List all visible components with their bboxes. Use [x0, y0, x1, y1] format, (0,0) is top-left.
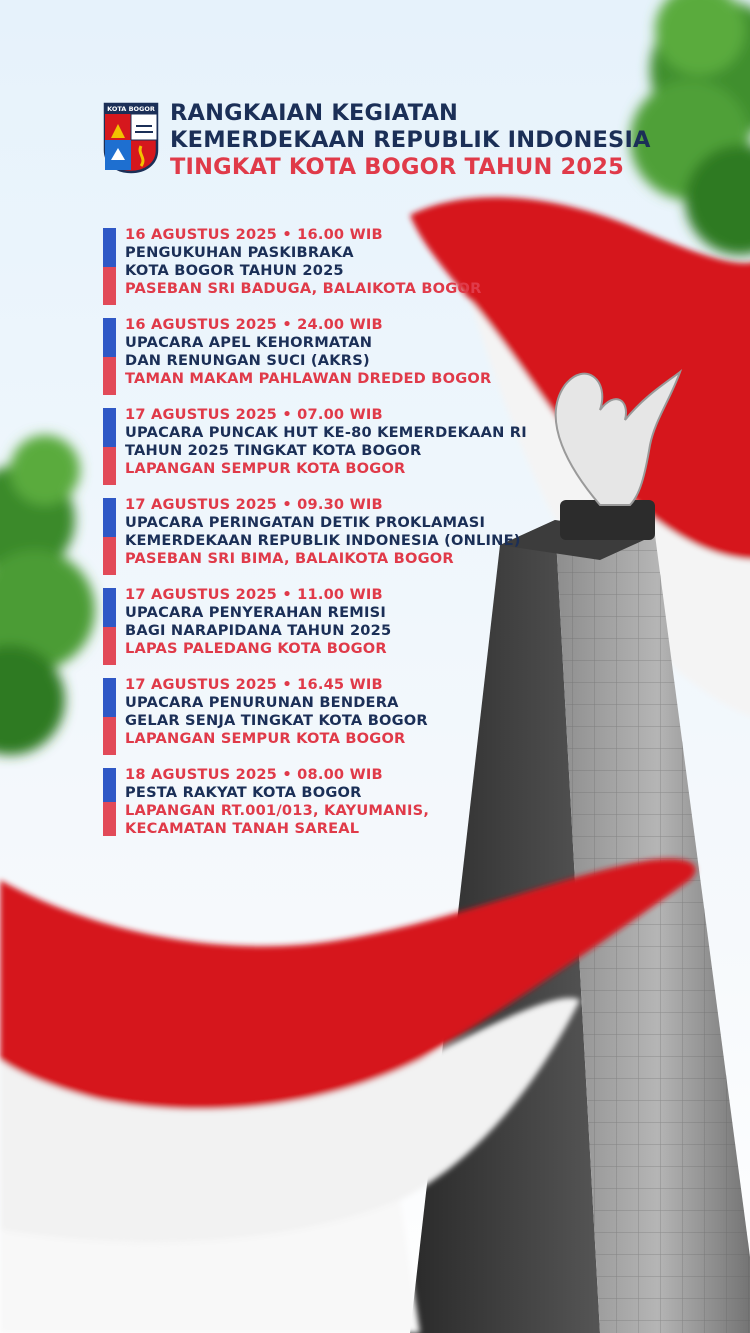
event-location: PASEBAN SRI BADUGA, BALAIKOTA BOGOR — [125, 280, 482, 297]
event-title-line: PESTA RAKYAT KOTA BOGOR — [125, 784, 362, 801]
header-title — [170, 100, 730, 181]
event-item — [103, 406, 583, 487]
event-item — [103, 766, 583, 838]
emblem-label: KOTA BOGOR — [107, 105, 155, 113]
event-item — [103, 226, 583, 307]
event-datetime: 17 AGUSTUS 2025 • 07.00 WIB — [125, 406, 383, 423]
event-title-line: UPACARA PENYERAHAN REMISI — [125, 604, 386, 621]
tree-left — [0, 435, 95, 755]
event-datetime: 16 AGUSTUS 2025 • 24.00 WIB — [125, 316, 383, 333]
title-line-3: TINGKAT KOTA BOGOR TAHUN 2025 — [170, 154, 624, 180]
event-title-line: BAGI NARAPIDANA TAHUN 2025 — [125, 622, 392, 639]
event-item — [103, 586, 583, 667]
event-location: LAPANGAN SEMPUR KOTA BOGOR — [125, 730, 406, 747]
event-location: KECAMATAN TANAH SAREAL — [125, 820, 360, 837]
flag-bar — [103, 768, 116, 836]
flag-bar — [103, 408, 116, 485]
event-title-line: UPACARA APEL KEHORMATAN — [125, 334, 373, 351]
event-datetime: 17 AGUSTUS 2025 • 16.45 WIB — [125, 676, 383, 693]
event-title-line: KEMERDEKAAN REPUBLIK INDONESIA (ONLINE) — [125, 532, 521, 549]
event-datetime: 18 AGUSTUS 2025 • 08.00 WIB — [125, 766, 383, 783]
event-location: LAPANGAN SEMPUR KOTA BOGOR — [125, 460, 406, 477]
event-title-line: UPACARA PENURUNAN BENDERA — [125, 694, 399, 711]
event-location: PASEBAN SRI BIMA, BALAIKOTA BOGOR — [125, 550, 454, 567]
event-title-line: GELAR SENJA TINGKAT KOTA BOGOR — [125, 712, 428, 729]
flag-bar — [103, 678, 116, 755]
title-line-2: KEMERDEKAAN REPUBLIK INDONESIA — [170, 127, 651, 153]
flag-bar — [103, 498, 116, 575]
event-item — [103, 316, 583, 397]
event-item — [103, 676, 583, 757]
event-list — [103, 226, 583, 847]
event-datetime: 16 AGUSTUS 2025 • 16.00 WIB — [125, 226, 383, 243]
title-line-1: RANGKAIAN KEGIATAN — [170, 100, 459, 126]
flag-bar — [103, 318, 116, 395]
event-datetime: 17 AGUSTUS 2025 • 11.00 WIB — [125, 586, 383, 603]
event-location: LAPANGAN RT.001/013, KAYUMANIS, — [125, 802, 430, 819]
event-title-line: DAN RENUNGAN SUCI (AKRS) — [125, 352, 370, 369]
event-title-line: UPACARA PERINGATAN DETIK PROKLAMASI — [125, 514, 486, 531]
event-location: LAPAS PALEDANG KOTA BOGOR — [125, 640, 387, 657]
event-title-line: UPACARA PUNCAK HUT KE-80 KEMERDEKAAN RI — [125, 424, 527, 441]
event-title-line: KOTA BOGOR TAHUN 2025 — [125, 262, 344, 279]
event-title-line: PENGUKUHAN PASKIBRAKA — [125, 244, 354, 261]
flag-bar — [103, 588, 116, 665]
event-title-line: TAHUN 2025 TINGKAT KOTA BOGOR — [125, 442, 422, 459]
event-location: TAMAN MAKAM PAHLAWAN DREDED BOGOR — [125, 370, 492, 387]
event-item — [103, 496, 583, 577]
event-datetime: 17 AGUSTUS 2025 • 09.30 WIB — [125, 496, 383, 513]
flag-bar — [103, 228, 116, 305]
